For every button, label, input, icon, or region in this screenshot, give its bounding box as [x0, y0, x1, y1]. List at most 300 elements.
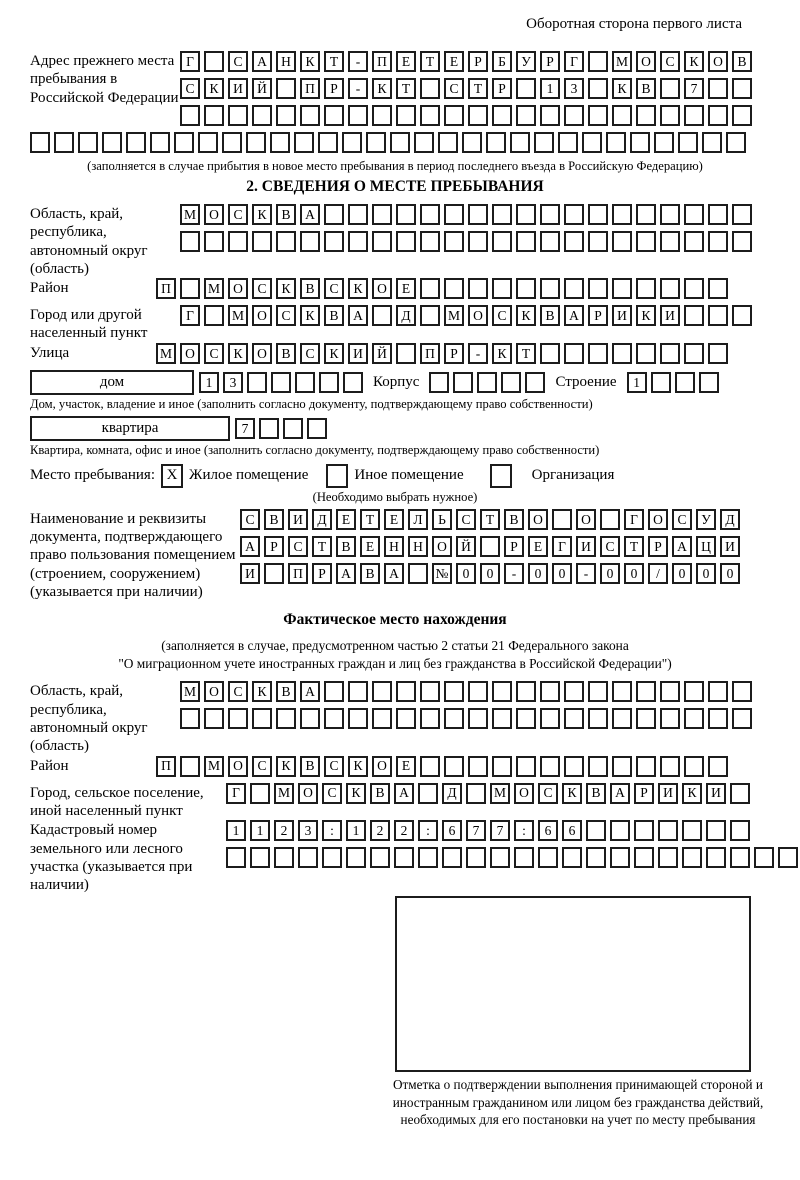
char-cell [348, 231, 368, 252]
char-cell [319, 372, 339, 393]
char-cell: 3 [564, 78, 584, 99]
house-number-cells [199, 372, 367, 393]
char-cell: Т [624, 536, 644, 557]
char-cell: Й [456, 536, 476, 557]
char-cell [660, 681, 680, 702]
char-cell: 0 [528, 563, 548, 584]
char-cell [612, 105, 632, 126]
char-cell: Д [442, 783, 462, 804]
char-cell [708, 708, 728, 729]
char-cell [564, 231, 584, 252]
char-cell [732, 681, 752, 702]
char-cell [636, 681, 656, 702]
char-cell: К [276, 756, 296, 777]
char-cell [418, 847, 438, 868]
char-cell: 1 [346, 820, 366, 841]
apartment-box-label: квартира [30, 416, 230, 441]
char-cell [516, 204, 536, 225]
char-cell: 1 [627, 372, 647, 393]
char-cell: О [372, 278, 392, 299]
char-cell [754, 847, 774, 868]
char-cell: А [300, 681, 320, 702]
char-cell [468, 105, 488, 126]
char-cell [612, 708, 632, 729]
char-cell: Н [408, 536, 428, 557]
char-cell [420, 681, 440, 702]
char-cell: П [372, 51, 392, 72]
char-cell [675, 372, 695, 393]
char-cell [390, 132, 410, 153]
char-cell: Е [384, 509, 404, 530]
char-cell [636, 708, 656, 729]
char-cell: К [348, 278, 368, 299]
char-cell [250, 783, 270, 804]
char-cell: А [348, 305, 368, 326]
char-cell: 2 [274, 820, 294, 841]
char-cell: У [516, 51, 536, 72]
char-cell: У [696, 509, 716, 530]
char-cell: А [564, 305, 584, 326]
char-cell [778, 847, 798, 868]
actual-region-grid [180, 681, 756, 735]
char-cell [726, 132, 746, 153]
char-cell [462, 132, 482, 153]
char-cell [612, 204, 632, 225]
char-cell [204, 51, 224, 72]
stay-type-checkbox-other [326, 464, 348, 488]
char-cell: Р [312, 563, 332, 584]
actual-city-row [226, 783, 754, 804]
char-cell [444, 204, 464, 225]
char-cell [564, 708, 584, 729]
char-cell: 1 [540, 78, 560, 99]
char-cell: 3 [223, 372, 243, 393]
document-field [30, 509, 760, 601]
char-cell [372, 204, 392, 225]
char-cell [300, 231, 320, 252]
char-cell: 0 [480, 563, 500, 584]
char-cell [180, 105, 200, 126]
char-cell [444, 231, 464, 252]
char-cell [372, 105, 392, 126]
char-cell [492, 105, 512, 126]
char-cell [564, 343, 584, 364]
char-cell: А [672, 536, 692, 557]
char-cell [252, 231, 272, 252]
char-cell [684, 681, 704, 702]
char-cell [228, 231, 248, 252]
char-cell: - [468, 343, 488, 364]
char-cell [324, 681, 344, 702]
cadastral-label: Кадастровый номер земельного или лесного участка (указывается при наличии) [30, 822, 193, 894]
char-cell [54, 132, 74, 153]
char-cell [372, 231, 392, 252]
char-cell [444, 756, 464, 777]
char-cell: К [492, 343, 512, 364]
char-cell [453, 372, 473, 393]
char-cell [468, 708, 488, 729]
char-cell: С [600, 536, 620, 557]
stay-type-option-organization: Организация [531, 467, 615, 484]
char-cell [540, 756, 560, 777]
char-cell: П [156, 278, 176, 299]
cadastral-grid [226, 820, 800, 874]
char-cell [324, 105, 344, 126]
char-cell [702, 132, 722, 153]
char-cell [492, 708, 512, 729]
char-cell: 7 [684, 78, 704, 99]
char-cell: А [610, 783, 630, 804]
char-cell [294, 132, 314, 153]
char-cell: К [228, 343, 248, 364]
char-cell: И [706, 783, 726, 804]
char-cell: Т [480, 509, 500, 530]
char-cell [466, 783, 486, 804]
char-cell: 3 [298, 820, 318, 841]
char-cell [730, 820, 750, 841]
char-cell: С [322, 783, 342, 804]
char-cell: В [586, 783, 606, 804]
actual-location-note-line2: "О миграционном учете иностранных граждан и лиц без гражданства в Российской Федерации") [118, 656, 672, 672]
char-cell [247, 372, 267, 393]
char-cell [318, 132, 338, 153]
region-field [30, 204, 760, 278]
char-cell: В [276, 204, 296, 225]
char-cell [516, 756, 536, 777]
char-cell [564, 105, 584, 126]
char-cell: К [324, 343, 344, 364]
char-cell: Ц [696, 536, 716, 557]
char-cell: Р [468, 51, 488, 72]
char-cell [180, 708, 200, 729]
char-cell: 7 [466, 820, 486, 841]
char-cell [420, 204, 440, 225]
char-cell: М [156, 343, 176, 364]
char-cell: О [298, 783, 318, 804]
char-cell [276, 231, 296, 252]
char-cell: № [432, 563, 452, 584]
char-cell [732, 78, 752, 99]
char-cell [492, 278, 512, 299]
char-cell [295, 372, 315, 393]
prev-address-row-1 [180, 51, 756, 72]
char-cell [307, 418, 327, 439]
char-cell: Т [516, 343, 536, 364]
cadastral-row-1 [226, 820, 800, 841]
document-grid [240, 509, 744, 590]
char-cell [78, 132, 98, 153]
char-cell [708, 231, 728, 252]
char-cell [324, 204, 344, 225]
char-cell [612, 343, 632, 364]
char-cell: О [228, 278, 248, 299]
street-label: Улица [30, 344, 70, 361]
prev-address-row-4 [30, 132, 760, 153]
stay-type-option-other: Иное помещение [354, 467, 464, 484]
stroenie-cells [627, 372, 723, 393]
char-cell: Е [444, 51, 464, 72]
char-cell [396, 343, 416, 364]
char-cell [730, 783, 750, 804]
char-cell: И [348, 343, 368, 364]
char-cell [516, 231, 536, 252]
char-cell [324, 708, 344, 729]
char-cell [538, 847, 558, 868]
char-cell: О [204, 681, 224, 702]
char-cell: С [228, 681, 248, 702]
char-cell: Р [540, 51, 560, 72]
char-cell [492, 231, 512, 252]
char-cell [204, 231, 224, 252]
char-cell [396, 105, 416, 126]
char-cell [348, 708, 368, 729]
char-cell: О [514, 783, 534, 804]
char-cell: В [732, 51, 752, 72]
char-cell: К [684, 51, 704, 72]
char-cell [588, 756, 608, 777]
char-cell: С [228, 51, 248, 72]
char-cell: Р [324, 78, 344, 99]
char-cell [706, 820, 726, 841]
region-row-1 [180, 204, 756, 225]
stay-type-checkbox-residential: X [161, 464, 183, 488]
prev-address-row-2 [180, 78, 756, 99]
char-cell [708, 278, 728, 299]
char-cell [468, 756, 488, 777]
registration-stamp-box [395, 896, 751, 1072]
char-cell [651, 372, 671, 393]
char-cell [732, 204, 752, 225]
char-cell: Г [552, 536, 572, 557]
city-field [30, 305, 760, 343]
char-cell: О [576, 509, 596, 530]
char-cell [636, 231, 656, 252]
char-cell: О [252, 343, 272, 364]
registration-stamp-note: Отметка о подтверждении выполнения принимающей стороной и иностранным гражданином или лицом без гражданства действий, необходимых для его постановки на учет по месту пребывания [392, 1077, 764, 1128]
char-cell: С [324, 278, 344, 299]
char-cell: В [636, 78, 656, 99]
korpus-label: Корпус [373, 373, 420, 390]
char-cell: К [348, 756, 368, 777]
char-cell [730, 847, 750, 868]
char-cell [630, 132, 650, 153]
char-cell [684, 231, 704, 252]
char-cell: В [324, 305, 344, 326]
char-cell [516, 278, 536, 299]
char-cell [414, 132, 434, 153]
char-cell: Р [492, 78, 512, 99]
char-cell: И [576, 536, 596, 557]
char-cell [588, 105, 608, 126]
char-cell: О [204, 204, 224, 225]
char-cell [564, 278, 584, 299]
char-cell [283, 418, 303, 439]
char-cell [564, 681, 584, 702]
char-cell [660, 278, 680, 299]
char-cell [708, 305, 728, 326]
char-cell [396, 231, 416, 252]
char-cell [540, 204, 560, 225]
char-cell: 1 [226, 820, 246, 841]
char-cell [516, 78, 536, 99]
char-cell [684, 278, 704, 299]
char-cell [525, 372, 545, 393]
char-cell: О [636, 51, 656, 72]
char-cell [276, 105, 296, 126]
char-cell [534, 132, 554, 153]
char-cell: М [204, 278, 224, 299]
char-cell [684, 343, 704, 364]
char-cell [636, 756, 656, 777]
char-cell: К [300, 51, 320, 72]
stay-type-label: Место пребывания: [30, 467, 155, 484]
char-cell [396, 681, 416, 702]
char-cell: К [300, 305, 320, 326]
char-cell: П [288, 563, 308, 584]
char-cell: Т [324, 51, 344, 72]
char-cell: Г [180, 305, 200, 326]
char-cell [408, 563, 428, 584]
char-cell: И [720, 536, 740, 557]
char-cell: С [252, 278, 272, 299]
char-cell [372, 681, 392, 702]
char-cell [420, 278, 440, 299]
char-cell [540, 708, 560, 729]
char-cell [466, 847, 486, 868]
char-cell: Е [528, 536, 548, 557]
char-cell: Д [720, 509, 740, 530]
char-cell: Е [336, 509, 356, 530]
char-cell [468, 231, 488, 252]
char-cell [708, 681, 728, 702]
char-cell: Д [396, 305, 416, 326]
char-cell [444, 708, 464, 729]
char-cell: М [490, 783, 510, 804]
house-box-label: дом [30, 370, 194, 395]
char-cell [658, 820, 678, 841]
char-cell [706, 847, 726, 868]
char-cell [250, 847, 270, 868]
char-cell: 0 [600, 563, 620, 584]
district-field [30, 278, 760, 305]
char-cell [420, 231, 440, 252]
char-cell [300, 105, 320, 126]
char-cell [606, 132, 626, 153]
char-cell [708, 204, 728, 225]
street-field [30, 343, 760, 370]
char-cell [480, 536, 500, 557]
char-cell: - [504, 563, 524, 584]
actual-location-note [30, 637, 760, 673]
char-cell: Е [396, 756, 416, 777]
char-cell [732, 305, 752, 326]
char-cell [678, 132, 698, 153]
char-cell [660, 343, 680, 364]
char-cell [684, 204, 704, 225]
char-cell [516, 708, 536, 729]
char-cell [612, 278, 632, 299]
char-cell [636, 204, 656, 225]
char-cell: : [322, 820, 342, 841]
char-cell: К [252, 204, 272, 225]
prev-address-note: (заполняется в случае прибытия в новое место пребывания в период последнего въезда в Российскую Федерацию) [87, 159, 703, 173]
char-cell: В [336, 536, 356, 557]
char-cell [586, 847, 606, 868]
char-cell: С [300, 343, 320, 364]
char-cell [102, 132, 122, 153]
document-label: Наименование и реквизиты документа, подтверждающего право пользования помещением (строением, сооружением) (указывается при наличии) [30, 510, 236, 600]
actual-region-label: Область, край, республика, автономный округ (область) [30, 683, 148, 755]
char-cell [660, 708, 680, 729]
char-cell: И [240, 563, 260, 584]
actual-location-title: Фактическое место нахождения [283, 611, 507, 629]
stay-type-note: (Необходимо выбрать нужное) [312, 489, 478, 504]
char-cell: - [348, 51, 368, 72]
char-cell [684, 708, 704, 729]
char-cell [732, 708, 752, 729]
char-cell: О [708, 51, 728, 72]
char-cell: - [576, 563, 596, 584]
char-cell [562, 847, 582, 868]
char-cell [394, 847, 414, 868]
house-field [30, 370, 760, 395]
char-cell: 0 [624, 563, 644, 584]
char-cell: - [348, 78, 368, 99]
char-cell [708, 78, 728, 99]
char-cell: : [418, 820, 438, 841]
char-cell: А [300, 204, 320, 225]
char-cell [708, 343, 728, 364]
char-cell [610, 847, 630, 868]
char-cell: К [562, 783, 582, 804]
char-cell [246, 132, 266, 153]
char-cell [558, 132, 578, 153]
char-cell [259, 418, 279, 439]
stay-type-checkbox-organization [490, 464, 512, 488]
char-cell: Р [634, 783, 654, 804]
char-cell [492, 204, 512, 225]
actual-region-row-1 [180, 681, 756, 702]
apartment-field [30, 416, 760, 441]
char-cell: 0 [696, 563, 716, 584]
char-cell [634, 820, 654, 841]
char-cell: С [660, 51, 680, 72]
actual-region-row-2 [180, 708, 756, 729]
char-cell [564, 204, 584, 225]
char-cell [658, 847, 678, 868]
char-cell [204, 305, 224, 326]
char-cell [516, 105, 536, 126]
char-cell [540, 343, 560, 364]
char-cell: В [504, 509, 524, 530]
char-cell [468, 278, 488, 299]
char-cell: П [300, 78, 320, 99]
stay-type-field [30, 464, 760, 488]
char-cell: 6 [562, 820, 582, 841]
city-label: Город или другой населенный пункт [30, 307, 148, 342]
char-cell [150, 132, 170, 153]
char-cell [588, 78, 608, 99]
char-cell: К [372, 78, 392, 99]
char-cell [540, 278, 560, 299]
char-cell: Р [444, 343, 464, 364]
char-cell [348, 204, 368, 225]
char-cell [540, 231, 560, 252]
city-row [180, 305, 756, 326]
char-cell [708, 105, 728, 126]
char-cell: К [636, 305, 656, 326]
char-cell [222, 132, 242, 153]
